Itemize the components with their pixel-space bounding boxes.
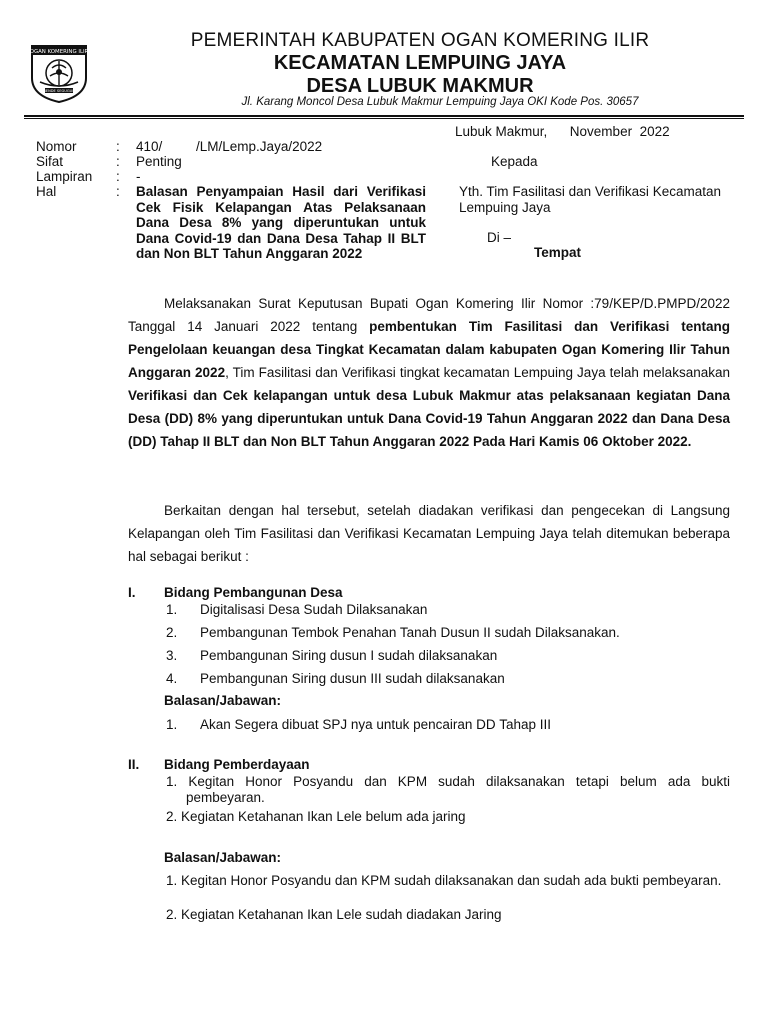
government-title: PEMERINTAH KABUPATEN OGAN KOMERING ILIR	[190, 30, 650, 51]
list-item: 1. Akan Segera dibuat SPJ nya untuk pencairan DD Tahap III	[166, 717, 551, 732]
section-2-heading: II. Bidang Pemberdayaan	[128, 757, 310, 772]
district-title: KECAMATAN LEMPUING JAYA	[273, 52, 567, 74]
recipient-di: Di –	[487, 230, 512, 245]
village-title: DESA LUBUK MAKMUR	[306, 75, 534, 97]
section-1-reply-label: Balasan/Jabawan:	[164, 693, 282, 708]
meta-label-lampiran: Lampiran	[36, 169, 93, 184]
recipient-name: Yth. Tim Fasilitasi dan Verifikasi Kecamatan Lempuing Jaya	[459, 184, 721, 215]
recipient-kepada: Kepada	[491, 154, 538, 169]
list-item: 2. Kegiatan Ketahanan Ikan Lele sudah diadakan Jaring	[166, 907, 502, 922]
header-rule-thick	[24, 115, 744, 117]
meta-label-hal: Hal	[36, 184, 57, 199]
list-item: 2. Pembangunan Tembok Penahan Tanah Dusun II sudah Dilaksanakan.	[166, 625, 620, 640]
header-rule-thin	[24, 118, 744, 119]
meta-label-nomor: Nomor	[36, 139, 77, 154]
meta-value-lampiran: -	[136, 169, 141, 184]
svg-text:OGAN KOMERING ILIR: OGAN KOMERING ILIR	[29, 49, 89, 55]
section-2-reply-label: Balasan/Jabawan:	[164, 850, 282, 865]
recipient-tempat: Tempat	[534, 245, 582, 260]
meta-sep: :	[116, 139, 120, 154]
meta-value-nomor: 410/ /LM/Lemp.Jaya/2022	[136, 139, 323, 154]
list-item: 3. Pembangunan Siring dusun I sudah dilaksanakan	[166, 648, 498, 663]
regency-logo	[24, 38, 94, 104]
meta-value-hal: Balasan Penyampaian Hasil dari Verifikasi Cek Fisik Kelapangan Atas Pelaksanaan Dana Desa 8% yang diperuntukan untuk Dana Covid-19 dan Dana Desa Tahap II BLT dan Non BLT Tahun Anggaran 2022	[136, 184, 426, 261]
body-paragraph-2: Berkaitan dengan hal tersebut, setelah diadakan verifikasi dan pengecekan di Langsung Kelapangan oleh Tim Fasilitasi dan Verifikasi Kecamatan Lempuing Jaya telah ditemukan beberapa hal sebagai berikut :	[128, 503, 730, 564]
body-paragraph-1: Melaksanakan Surat Keputusan Bupati Ogan Komering Ilir Nomor :79/KEP/D.PMPD/2022 Tanggal 14 Januari 2022 tentang pembentukan Tim Fasilitasi dan Verifikasi tentang Pengelolaan keuangan desa Tingkat Kecamatan dalam kabupaten Ogan Komering Ilir Tahun Anggaran 2022, Tim Fasilitasi dan Verifikasi tingkat kecamatan Lempuing Jaya telah melaksanakan Verifikasi dan Cek kelapangan untuk desa Lubuk Makmur atas pelaksanaan kegiatan Dana Desa (DD) 8% yang diperuntukan untuk Dana Covid-19 Tahun Anggaran 2022 dan Dana Desa (DD) Tahap II BLT dan Non BLT Tahun Anggaran 2022 Pada Hari Kamis 06 Oktober 2022.	[128, 296, 730, 449]
list-item: 1. Digitalisasi Desa Sudah Dilaksanakan	[166, 602, 428, 617]
list-item: 1. Kegitan Honor Posyandu dan KPM sudah dilaksanakan tetapi belum ada bukti pembeyaran.	[166, 774, 730, 805]
shield-emblem-icon	[24, 38, 94, 104]
section-1-heading: I. Bidang Pembangunan Desa	[128, 585, 343, 600]
list-item: 2. Kegiatan Ketahanan Ikan Lele belum ada jaring	[166, 809, 466, 824]
place-date: Lubuk Makmur, November 2022	[455, 124, 670, 139]
village-address: Jl. Karang Moncol Desa Lubuk Makmur Lempuing Jaya OKI Kode Pos. 30657	[241, 96, 639, 108]
meta-sep: :	[116, 169, 120, 184]
list-item: 4. Pembangunan Siring dusun III sudah dilaksanakan	[166, 671, 505, 686]
meta-value-sifat: Penting	[136, 154, 182, 169]
meta-label-sifat: Sifat	[36, 154, 64, 169]
meta-sep: :	[116, 154, 120, 169]
list-item: 1. Kegitan Honor Posyandu dan KPM sudah dilaksanakan dan sudah ada bukti pembeyaran.	[166, 873, 722, 888]
meta-sep: :	[116, 184, 120, 199]
svg-text:BENDE SEGUGUK: BENDE SEGUGUK	[43, 89, 75, 94]
